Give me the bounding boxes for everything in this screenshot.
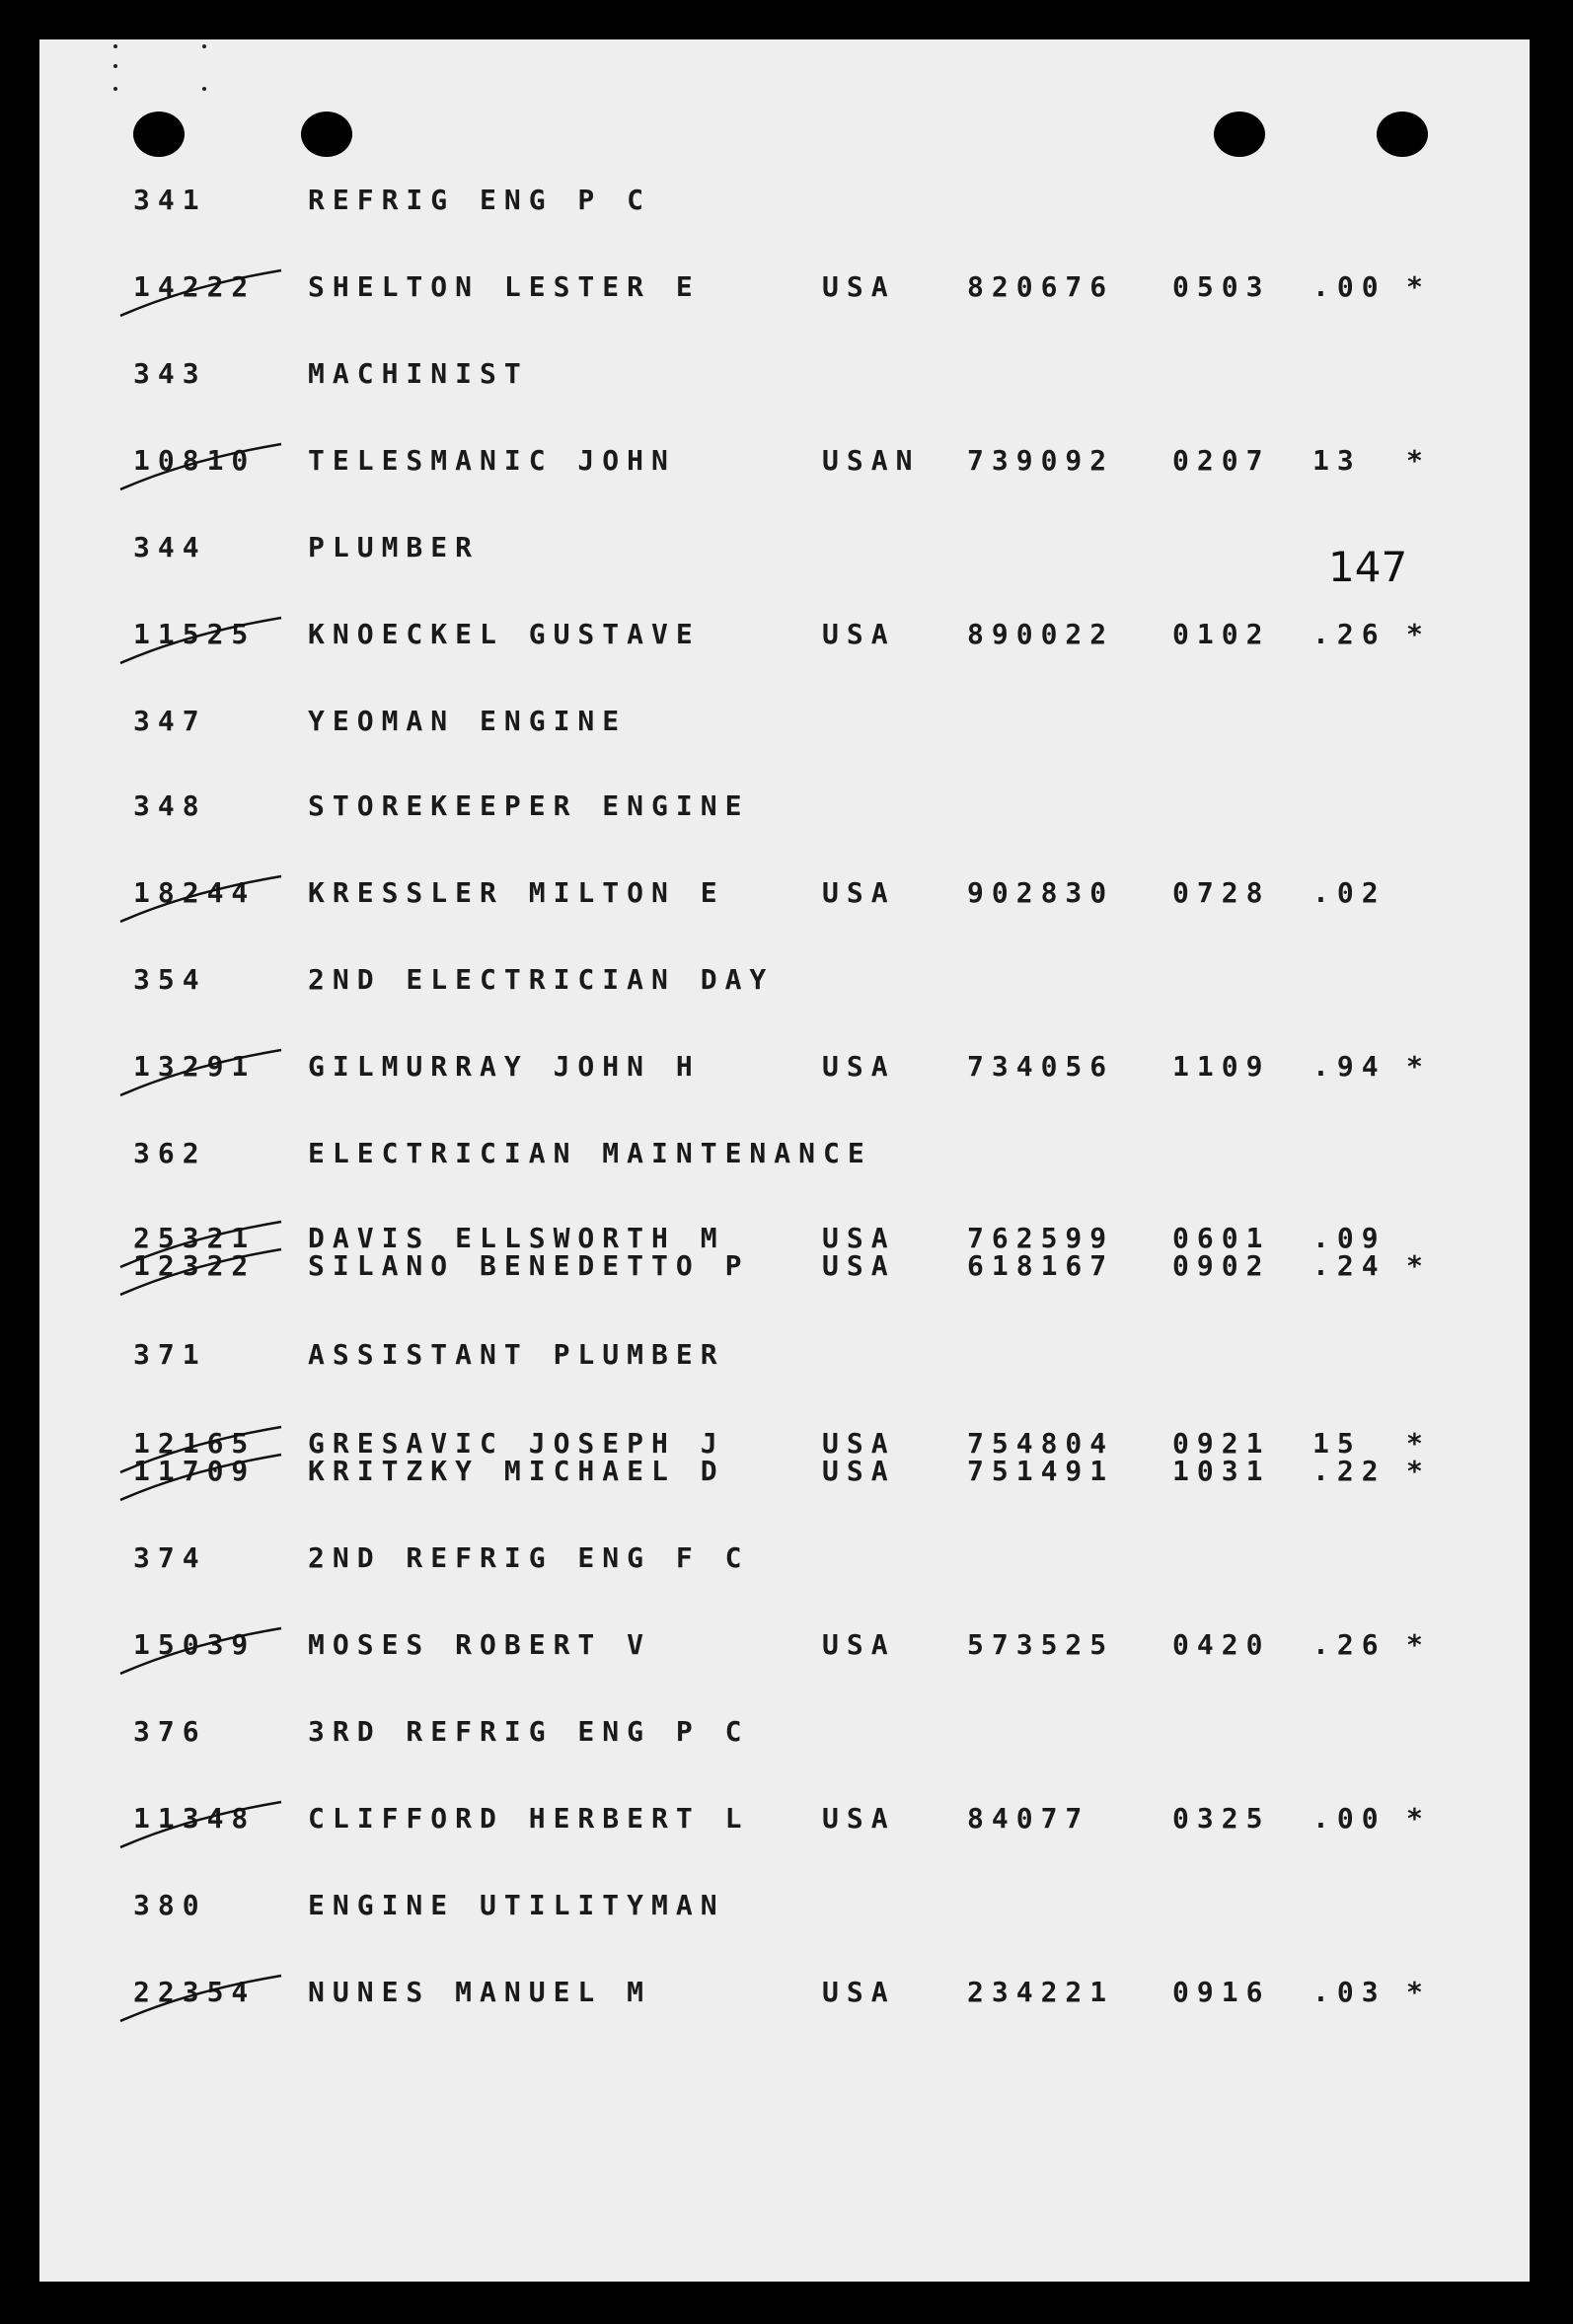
ledger-nationality: USA	[822, 270, 896, 303]
pen-strike	[120, 1976, 281, 2021]
ledger-code: 11709	[133, 1455, 257, 1487]
ledger-sheet	[39, 39, 1530, 2282]
ledger-star: *	[1406, 444, 1431, 477]
ledger-number: 890022	[967, 618, 1115, 650]
ledger-date: 0325	[1172, 1802, 1271, 1835]
ledger-date: 1031	[1172, 1455, 1271, 1487]
ledger-name: SILANO BENEDETTO P	[308, 1249, 750, 1282]
ledger-section-title: 2ND REFRIG ENG F C	[308, 1541, 750, 1574]
ledger-name: TELESMANIC JOHN	[308, 444, 676, 477]
ledger-code: 15039	[133, 1628, 257, 1661]
ledger-name: MOSES ROBERT V	[308, 1628, 652, 1661]
ledger-section-title: PLUMBER	[308, 531, 481, 563]
ledger-nationality: USA	[822, 618, 896, 650]
ledger-code: 344	[133, 531, 207, 563]
ledger-code: 380	[133, 1889, 207, 1921]
ledger-section-title: 3RD REFRIG ENG P C	[308, 1715, 750, 1748]
ledger-nationality: USA	[822, 1455, 896, 1487]
ledger-code: 348	[133, 789, 207, 822]
ledger-name: CLIFFORD HERBERT L	[308, 1802, 750, 1835]
ledger-star: *	[1406, 1628, 1431, 1661]
ledger-code: 376	[133, 1715, 207, 1748]
ledger-code: 362	[133, 1137, 207, 1169]
ledger-code: 347	[133, 705, 207, 737]
ledger-date: 1109	[1172, 1050, 1271, 1083]
pen-strike	[120, 876, 281, 922]
ledger-date: 0601	[1172, 1222, 1271, 1254]
ledger-date: 0420	[1172, 1628, 1271, 1661]
ledger-value: .26	[1312, 1628, 1386, 1661]
ledger-date: 0102	[1172, 618, 1271, 650]
ledger-date: 0728	[1172, 876, 1271, 909]
ledger-value: .03	[1312, 1976, 1386, 2008]
ledger-name: SHELTON LESTER E	[308, 270, 701, 303]
ledger-date: 0916	[1172, 1976, 1271, 2008]
ledger-code: 14222	[133, 270, 257, 303]
ledger-number: 734056	[967, 1050, 1115, 1083]
ledger-number: 573525	[967, 1628, 1115, 1661]
ledger-value: .00	[1312, 270, 1386, 303]
ledger-date: 0921	[1172, 1427, 1271, 1460]
pen-strike	[120, 618, 281, 663]
ledger-section-title: 2ND ELECTRICIAN DAY	[308, 963, 775, 996]
ledger-nationality: USA	[822, 1976, 896, 2008]
ledger-section-title: YEOMAN ENGINE	[308, 705, 628, 737]
ledger-nationality: USA	[822, 876, 896, 909]
ledger-code: 354	[133, 963, 207, 996]
ledger-date: 0902	[1172, 1249, 1271, 1282]
ledger-name: GILMURRAY JOHN H	[308, 1050, 701, 1083]
ledger-name: GRESAVIC JOSEPH J	[308, 1427, 725, 1460]
ledger-star: *	[1406, 1976, 1431, 2008]
ledger-section-title: ASSISTANT PLUMBER	[308, 1338, 725, 1371]
ledger-code: 374	[133, 1541, 207, 1574]
ledger-nationality: USA	[822, 1802, 896, 1835]
ledger-code: 12322	[133, 1249, 257, 1282]
ledger-code: 25321	[133, 1222, 257, 1254]
ledger-code: 13291	[133, 1050, 257, 1083]
ledger-name: NUNES MANUEL M	[308, 1976, 652, 2008]
ledger-code: 11525	[133, 618, 257, 650]
ledger-value: .22	[1312, 1455, 1386, 1487]
pen-strike	[120, 1050, 281, 1095]
ledger-code: 12165	[133, 1427, 257, 1460]
ledger-number: 762599	[967, 1222, 1115, 1254]
ledger-code: 18244	[133, 876, 257, 909]
ledger-nationality: USA	[822, 1222, 896, 1254]
ledger-section-title: ELECTRICIAN MAINTENANCE	[308, 1137, 872, 1169]
ledger-value: 15	[1312, 1427, 1362, 1460]
ledger-number: 820676	[967, 270, 1115, 303]
ledger-star: *	[1406, 1455, 1431, 1487]
ledger-number: 739092	[967, 444, 1115, 477]
ledger-number: 751491	[967, 1455, 1115, 1487]
page-number: 147	[1328, 543, 1408, 591]
pen-strike	[120, 1802, 281, 1847]
ledger-value: .00	[1312, 1802, 1386, 1835]
ledger-star: *	[1406, 1249, 1431, 1282]
ledger-date: 0207	[1172, 444, 1271, 477]
ledger-section-title: REFRIG ENG P C	[308, 184, 652, 216]
ledger-date: 0503	[1172, 270, 1271, 303]
ledger-name: KNOECKEL GUSTAVE	[308, 618, 701, 650]
ledger-number: 84077	[967, 1802, 1090, 1835]
ledger-code: 343	[133, 357, 207, 390]
ledger-name: KRITZKY MICHAEL D	[308, 1455, 725, 1487]
pen-strike	[120, 1427, 281, 1472]
pen-strike	[120, 444, 281, 489]
ledger-value: 13	[1312, 444, 1362, 477]
ledger-section-title: MACHINIST	[308, 357, 529, 390]
ledger-number: 754804	[967, 1427, 1115, 1460]
ledger-value: .26	[1312, 618, 1386, 650]
pen-strike	[120, 1628, 281, 1674]
ledger-code: 10810	[133, 444, 257, 477]
ledger-nationality: USA	[822, 1249, 896, 1282]
ledger-section-title: STOREKEEPER ENGINE	[308, 789, 750, 822]
ledger-star: *	[1406, 1427, 1431, 1460]
ledger-nationality: USA	[822, 1427, 896, 1460]
ledger-section-title: ENGINE UTILITYMAN	[308, 1889, 725, 1921]
ledger-value: .09	[1312, 1222, 1386, 1254]
ledger-code: 11348	[133, 1802, 257, 1835]
ledger-star: *	[1406, 1050, 1431, 1083]
ledger-value: .94	[1312, 1050, 1386, 1083]
ledger-code: 22354	[133, 1976, 257, 2008]
ledger-code: 341	[133, 184, 207, 216]
ledger-name: KRESSLER MILTON E	[308, 876, 725, 909]
pen-strike	[120, 1222, 281, 1267]
pen-strike-marks	[39, 39, 1530, 2282]
ledger-name: DAVIS ELLSWORTH M	[308, 1222, 725, 1254]
ledger-number: 618167	[967, 1249, 1115, 1282]
ledger-star: *	[1406, 618, 1431, 650]
ledger-value: .24	[1312, 1249, 1386, 1282]
ledger-star: *	[1406, 270, 1431, 303]
ledger-value: .02	[1312, 876, 1386, 909]
ledger-number: 902830	[967, 876, 1115, 909]
ledger-star: *	[1406, 1802, 1431, 1835]
ledger-nationality: USA	[822, 1050, 896, 1083]
ledger-code: 371	[133, 1338, 207, 1371]
ledger-nationality: USAN	[822, 444, 921, 477]
ledger-nationality: USA	[822, 1628, 896, 1661]
pen-strike	[120, 270, 281, 316]
ledger-number: 234221	[967, 1976, 1115, 2008]
